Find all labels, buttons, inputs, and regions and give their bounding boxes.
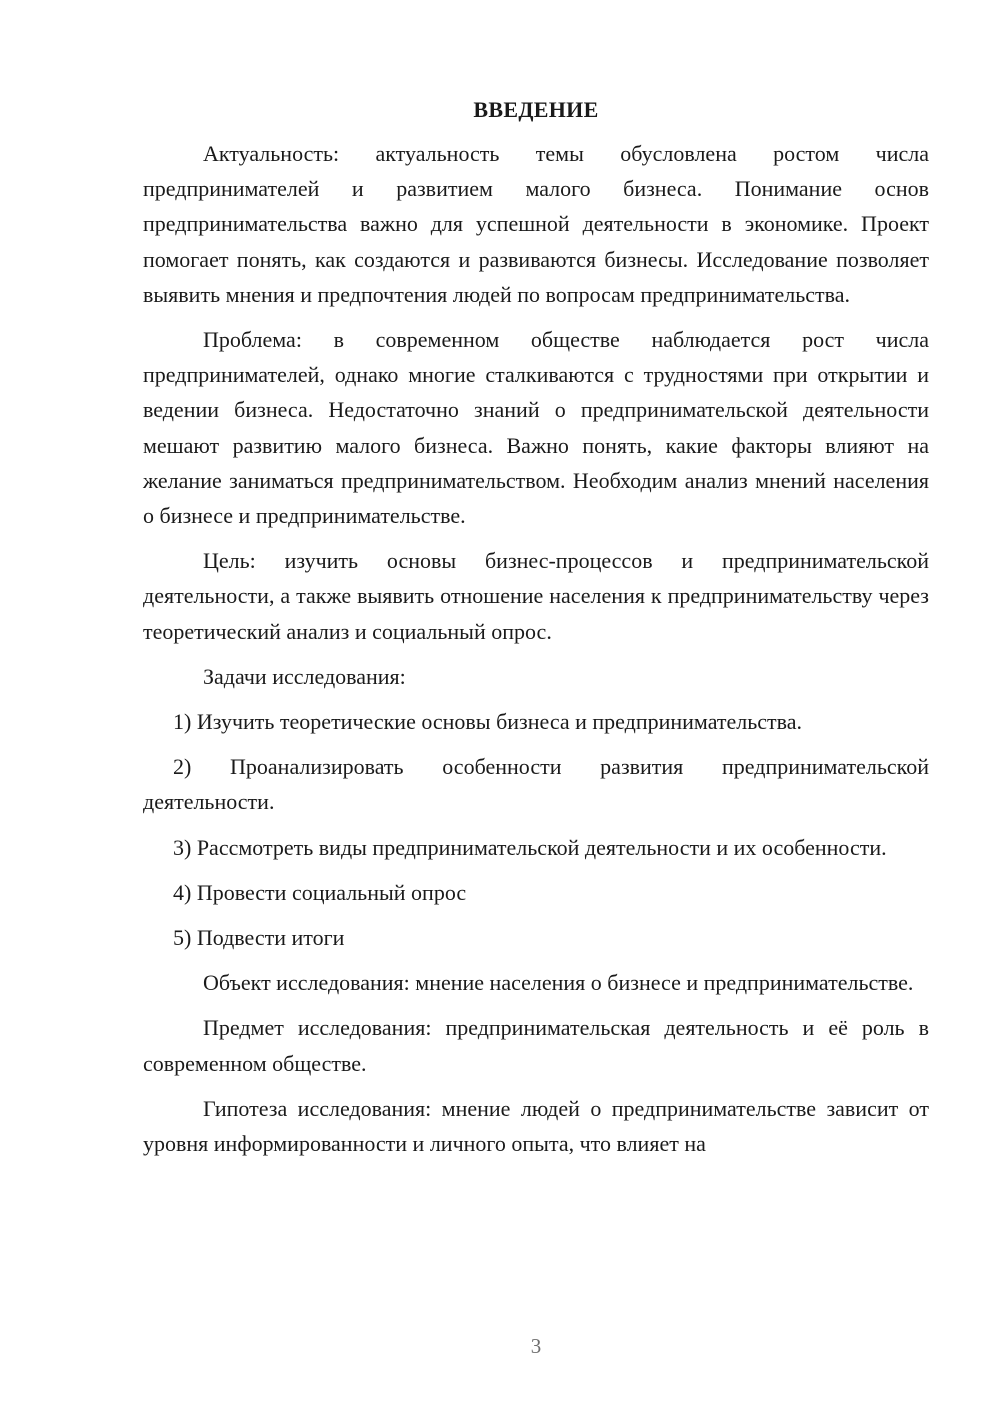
task-item-1: 1) Изучить теоретические основы бизнеса и предпринимательства. xyxy=(173,709,803,735)
paragraph-goal: Цель: изучить основы бизнес-процессов и предпринимательской деятельности, а также выявить отношение населения к предпринимательству через теоретический анализ и социальный опрос. xyxy=(143,548,929,644)
paragraph-subject: Предмет исследования: предпринимательская деятельность и её роль в современном обществе. xyxy=(143,1015,929,1076)
paragraph-problem: Проблема: в современном обществе наблюдается рост числа предпринимателей, однако многие сталкиваются с трудностями при открытии и ведении бизнеса. Недостаточно знаний о предпринимательской деятельности мешают развитию малого бизнеса. Важно понять, какие факторы влияют на желание заниматься предпринимательством. Необходим анализ мнений населения о бизнесе и предпринимательстве. xyxy=(143,327,929,529)
task-item-2: 2) Проанализировать особенности развития предпринимательской деятельности. xyxy=(143,754,929,815)
document-page xyxy=(143,92,929,1171)
task-item-4: 4) Провести социальный опрос xyxy=(173,879,467,905)
section-heading: ВВЕДЕНИЕ xyxy=(473,97,599,122)
task-item-3: 3) Рассмотреть виды предпринимательской деятельности и их особенности. xyxy=(173,834,887,860)
page-number: 3 xyxy=(530,1334,542,1358)
paragraph-hypothesis: Гипотеза исследования: мнение людей о предпринимательстве зависит от уровня информированности и личного опыта, что влияет на xyxy=(143,1095,929,1157)
paragraph-object: Объект исследования: мнение населения о бизнесе и предпринимательстве. xyxy=(203,970,914,996)
task-item-5: 5) Подвести итоги xyxy=(173,925,345,951)
paragraph-relevance: Актуальность: актуальность темы обусловлена ростом числа предпринимателей и развитием малого бизнеса. Понимание основ предпринимательства важно для успешной деятельности в экономике. Проект помогает понять, как создаются и развиваются бизнесы. Исследование позволяет выявить мнения и предпочтения людей по вопросам предпринимательства. xyxy=(143,141,929,307)
tasks-heading: Задачи исследования: xyxy=(203,663,406,689)
